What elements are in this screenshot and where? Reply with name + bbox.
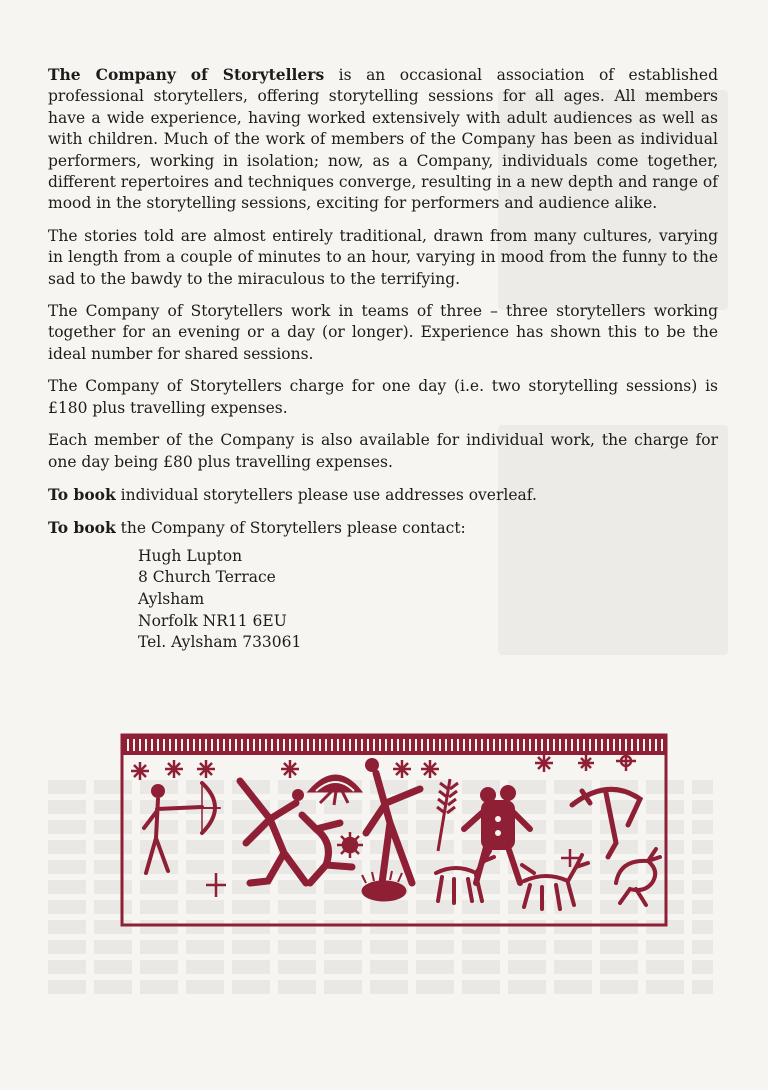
contact-street: 8 Church Terrace <box>138 568 276 587</box>
individual-paragraph: Each member of the Company is also available for individual work, the charge for one day being £80 plus travelling expenses. <box>48 431 718 471</box>
cave-painting-figures-icon <box>120 733 668 927</box>
company-name: The Company of Storytellers <box>48 65 325 84</box>
contact-town: Aylsham <box>138 589 205 608</box>
stories-paragraph: The stories told are almost entirely traditional, drawn from many cultures, varying in length from a couple of minutes to an hour, varying in mood from the funny to the sad to the bawdy to the miraculous to the terrifying. <box>48 226 718 288</box>
book-individual-text: individual storytellers please use addresses overleaf. <box>115 485 537 504</box>
rock-art-frieze <box>120 733 668 927</box>
book-company-lead: To book <box>48 518 116 538</box>
teams-paragraph: The Company of Storytellers work in teams of three – three storytellers working together for an evening or a day (or longer). Experience has shown this to be the ideal number for shared sessions. <box>48 302 718 363</box>
intro-paragraph <box>48 64 718 215</box>
charge-paragraph: The Company of Storytellers charge for one day (i.e. two storytelling sessions) is £180 plus travelling expenses. <box>48 377 718 417</box>
contact-phone: Tel. Aylsham 733061 <box>138 633 302 652</box>
intro-text: is an occasional association of established professional storytellers, offering storytelling sessions for all ages. All members have a wide experience, having worked extensively with adult audiences as well as with children. Much of the work of members of the Company has been as individual performers, working in isolation; now, as a Company, individuals come together, different repertoires and techniques converge, resulting in a new depth and range of mood in the storytelling sessions, exciting for performers and audience alike. <box>48 66 719 213</box>
contact-address <box>138 546 718 654</box>
contact-name: Hugh Lupton <box>138 546 243 565</box>
main-text <box>48 64 718 654</box>
contact-county-postcode: Norfolk NR11 6EU <box>138 611 287 630</box>
book-company-text: the Company of Storytellers please contact: <box>115 519 466 538</box>
book-individual-paragraph <box>48 484 718 506</box>
book-company-paragraph <box>48 517 718 539</box>
book-individual-lead: To book <box>48 484 116 504</box>
